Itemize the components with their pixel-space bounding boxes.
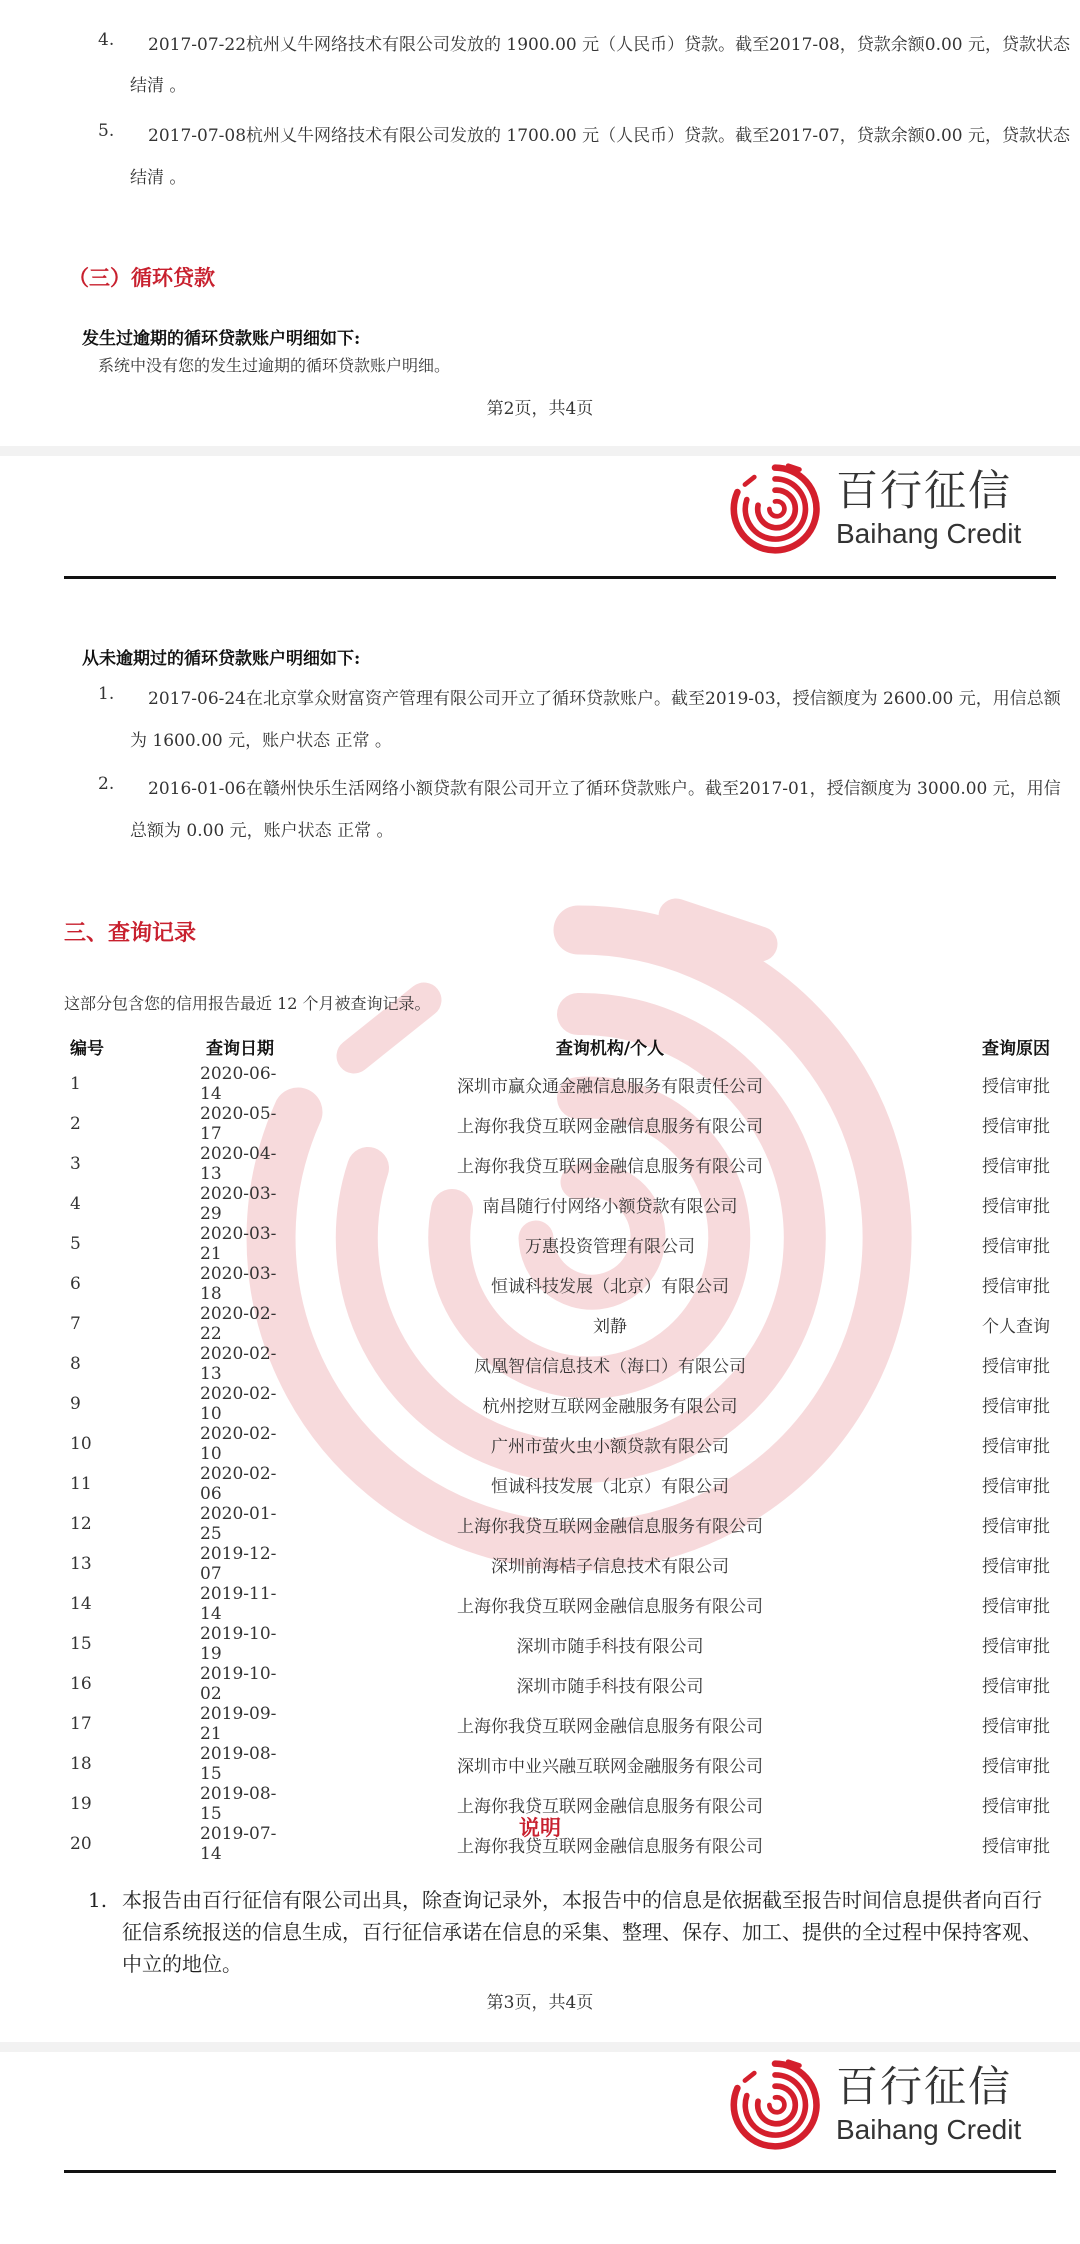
table-row (64, 1464, 1056, 1504)
revolving-account-continuation: 总额为 0.00 元，账户状态 正常 。 (130, 821, 394, 841)
query-reason: 授信审批 (982, 1436, 1050, 1457)
query-reason: 授信审批 (982, 1156, 1050, 1177)
query-date: 2019-10-02 (200, 1664, 277, 1704)
row-number: 13 (70, 1554, 92, 1574)
row-number: 8 (70, 1354, 81, 1374)
query-institution: 南昌随行付网络小额贷款有限公司 (482, 1196, 738, 1217)
row-number: 4 (70, 1194, 81, 1214)
table-row (64, 1184, 1056, 1224)
row-number: 15 (70, 1634, 92, 1654)
brand-logo (728, 462, 1021, 556)
column-header-reason: 查询原因 (982, 1038, 1050, 1059)
table-row (64, 1264, 1056, 1304)
loan-item-number: 4. (98, 30, 115, 50)
query-institution: 深圳市随手科技有限公司 (516, 1676, 704, 1697)
revolving-account-number: 2. (98, 774, 115, 794)
loan-item-continuation: 结清 。 (130, 76, 187, 96)
query-date: 2020-02-22 (200, 1304, 277, 1344)
overdue-revolving-text: 系统中没有您的发生过逾期的循环贷款账户明细。 (98, 356, 451, 375)
header-rule (64, 576, 1056, 579)
query-reason: 授信审批 (982, 1276, 1050, 1297)
query-records-table (64, 1028, 1056, 1864)
query-institution: 上海你我贷互联网金融信息服务有限公司 (457, 1596, 763, 1617)
table-row (64, 1104, 1056, 1144)
query-reason: 授信审批 (982, 1796, 1050, 1817)
row-number: 17 (70, 1714, 92, 1734)
page-divider (0, 2042, 1080, 2052)
query-institution: 上海你我贷互联网金融信息服务有限公司 (457, 1796, 763, 1817)
query-date: 2020-03-29 (200, 1184, 277, 1224)
query-date: 2020-06-14 (200, 1064, 277, 1104)
revolving-account-text: 2016-01-06在赣州快乐生活网络小额贷款有限公司开立了循环贷款账户。截至2017-01，授信额度为 3000.00 元，用信 (148, 779, 1061, 799)
row-number: 19 (70, 1794, 92, 1814)
query-institution: 上海你我贷互联网金融信息服务有限公司 (457, 1116, 763, 1137)
query-institution: 深圳前海桔子信息技术有限公司 (491, 1556, 729, 1577)
query-reason: 授信审批 (982, 1476, 1050, 1497)
row-number: 16 (70, 1674, 92, 1694)
query-institution: 上海你我贷互联网金融信息服务有限公司 (457, 1156, 763, 1177)
query-date: 2019-12-07 (200, 1544, 277, 1584)
header-rule (64, 2170, 1056, 2173)
query-reason: 个人查询 (982, 1316, 1050, 1337)
query-reason: 授信审批 (982, 1676, 1050, 1697)
query-date: 2019-09-21 (200, 1704, 277, 1744)
query-date: 2020-02-10 (200, 1424, 277, 1464)
table-row (64, 1384, 1056, 1424)
query-reason: 授信审批 (982, 1756, 1050, 1777)
query-institution: 深圳市中业兴融互联网金融服务有限公司 (457, 1756, 763, 1777)
query-date: 2020-02-10 (200, 1384, 277, 1424)
note-text: 本报告由百行征信有限公司出具，除查询记录外，本报告中的信息是依据截至报告时间信息提供者向百行征信系统报送的信息生成，百行征信承诺在信息的采集、整理、保存、加工、提供的全过程中保持客观、中立的地位。 (122, 1888, 1042, 1976)
query-institution: 恒诚科技发展（北京）有限公司 (491, 1476, 729, 1497)
query-reason: 授信审批 (982, 1556, 1050, 1577)
row-number: 7 (70, 1314, 81, 1334)
never-overdue-revolving-label: 从未逾期过的循环贷款账户明细如下: (82, 649, 361, 669)
loan-item-continuation: 结清 。 (130, 168, 187, 188)
query-reason: 授信审批 (982, 1836, 1050, 1857)
row-number: 12 (70, 1514, 92, 1534)
overdue-revolving-label: 发生过逾期的循环贷款账户明细如下: (82, 329, 361, 349)
query-date: 2020-01-25 (200, 1504, 277, 1544)
query-institution: 广州市萤火虫小额贷款有限公司 (491, 1436, 729, 1457)
query-institution: 杭州挖财互联网金融服务有限公司 (482, 1396, 738, 1417)
query-date: 2020-03-18 (200, 1264, 277, 1304)
revolving-account-number: 1. (98, 684, 115, 704)
page-divider (0, 446, 1080, 456)
query-reason: 授信审批 (982, 1196, 1050, 1217)
page-number: 第3页，共4页 (486, 1993, 594, 2013)
table-row (64, 1664, 1056, 1704)
table-row (64, 1624, 1056, 1664)
query-reason: 授信审批 (982, 1236, 1050, 1257)
row-number: 9 (70, 1394, 81, 1414)
table-row (64, 1584, 1056, 1624)
query-institution: 万惠投资管理有限公司 (525, 1236, 695, 1257)
revolving-account-text: 2017-06-24在北京掌众财富资产管理有限公司开立了循环贷款账户。截至2019-03，授信额度为 2600.00 元，用信总额 (148, 689, 1061, 709)
query-date: 2020-05-17 (200, 1104, 277, 1144)
logo-chinese-name: 百行征信 (836, 2062, 1013, 2111)
table-row (64, 1504, 1056, 1544)
table-row (64, 1304, 1056, 1344)
query-date: 2019-07-14 (200, 1824, 277, 1864)
row-number: 6 (70, 1274, 81, 1294)
table-row (64, 1424, 1056, 1464)
notes-title: 说明 (519, 1815, 561, 1840)
query-date: 2019-08-15 (200, 1744, 277, 1784)
query-institution: 凤凰智信信息技术（海口）有限公司 (474, 1356, 746, 1377)
query-date: 2019-10-19 (200, 1624, 277, 1664)
query-reason: 授信审批 (982, 1716, 1050, 1737)
query-institution: 深圳市赢众通金融信息服务有限责任公司 (457, 1076, 763, 1097)
query-institution: 上海你我贷互联网金融信息服务有限公司 (457, 1836, 763, 1857)
row-number: 2 (70, 1114, 81, 1134)
row-number: 20 (70, 1834, 92, 1854)
table-row (64, 1344, 1056, 1384)
query-date: 2020-02-06 (200, 1464, 277, 1504)
note-number: 1. (88, 1888, 108, 1912)
baihang-logo-icon (728, 2058, 822, 2152)
row-number: 10 (70, 1434, 92, 1454)
revolving-loan-title: （三）循环贷款 (68, 265, 215, 290)
loan-item-number: 5. (98, 121, 115, 141)
loan-item-text: 2017-07-08杭州乂牛网络技术有限公司发放的 1700.00 元（人民币）贷款。截至2017-07，贷款余额0.00 元，贷款状态 (148, 126, 1071, 146)
revolving-account-continuation: 为 1600.00 元，账户状态 正常 。 (130, 731, 392, 751)
note-item (88, 1884, 1058, 1980)
row-number: 3 (70, 1154, 81, 1174)
query-institution: 上海你我贷互联网金融信息服务有限公司 (457, 1516, 763, 1537)
query-date: 2020-04-13 (200, 1144, 277, 1184)
table-row (64, 1144, 1056, 1184)
column-header-date: 查询日期 (206, 1038, 274, 1059)
query-date: 2019-08-15 (200, 1784, 277, 1824)
logo-chinese-name: 百行征信 (836, 466, 1013, 515)
row-number: 5 (70, 1234, 81, 1254)
query-date: 2020-03-21 (200, 1224, 277, 1264)
query-reason: 授信审批 (982, 1596, 1050, 1617)
logo-english-name: Baihang Credit (836, 518, 1022, 549)
table-row (64, 1544, 1056, 1584)
row-number: 18 (70, 1754, 92, 1774)
row-number: 11 (70, 1474, 92, 1494)
query-institution: 刘静 (593, 1316, 627, 1337)
table-row (64, 1704, 1056, 1744)
table-row (64, 1224, 1056, 1264)
query-reason: 授信审批 (982, 1516, 1050, 1537)
row-number: 1 (70, 1074, 81, 1094)
table-row (64, 1064, 1056, 1104)
brand-logo (728, 2058, 1021, 2152)
query-institution: 上海你我贷互联网金融信息服务有限公司 (457, 1716, 763, 1737)
row-number: 14 (70, 1594, 92, 1614)
query-reason: 授信审批 (982, 1076, 1050, 1097)
logo-english-name: Baihang Credit (836, 2114, 1022, 2145)
page-number: 第2页，共4页 (486, 399, 594, 419)
query-date: 2019-11-14 (200, 1584, 277, 1624)
query-records-intro: 这部分包含您的信用报告最近 12 个月被查询记录。 (64, 994, 431, 1013)
query-date: 2020-02-13 (200, 1344, 277, 1384)
query-institution: 恒诚科技发展（北京）有限公司 (491, 1276, 729, 1297)
query-reason: 授信审批 (982, 1356, 1050, 1377)
query-institution: 深圳市随手科技有限公司 (516, 1636, 704, 1657)
query-reason: 授信审批 (982, 1116, 1050, 1137)
query-reason: 授信审批 (982, 1636, 1050, 1657)
table-row (64, 1744, 1056, 1784)
column-header-institution: 查询机构/个人 (555, 1038, 665, 1059)
query-reason: 授信审批 (982, 1396, 1050, 1417)
query-records-title: 三、查询记录 (64, 920, 197, 946)
baihang-logo-icon (728, 462, 822, 556)
column-header-number: 编号 (70, 1038, 104, 1059)
table-header-row (64, 1028, 1056, 1064)
loan-item-text: 2017-07-22杭州乂牛网络技术有限公司发放的 1900.00 元（人民币）贷款。截至2017-08，贷款余额0.00 元，贷款状态 (148, 35, 1071, 55)
